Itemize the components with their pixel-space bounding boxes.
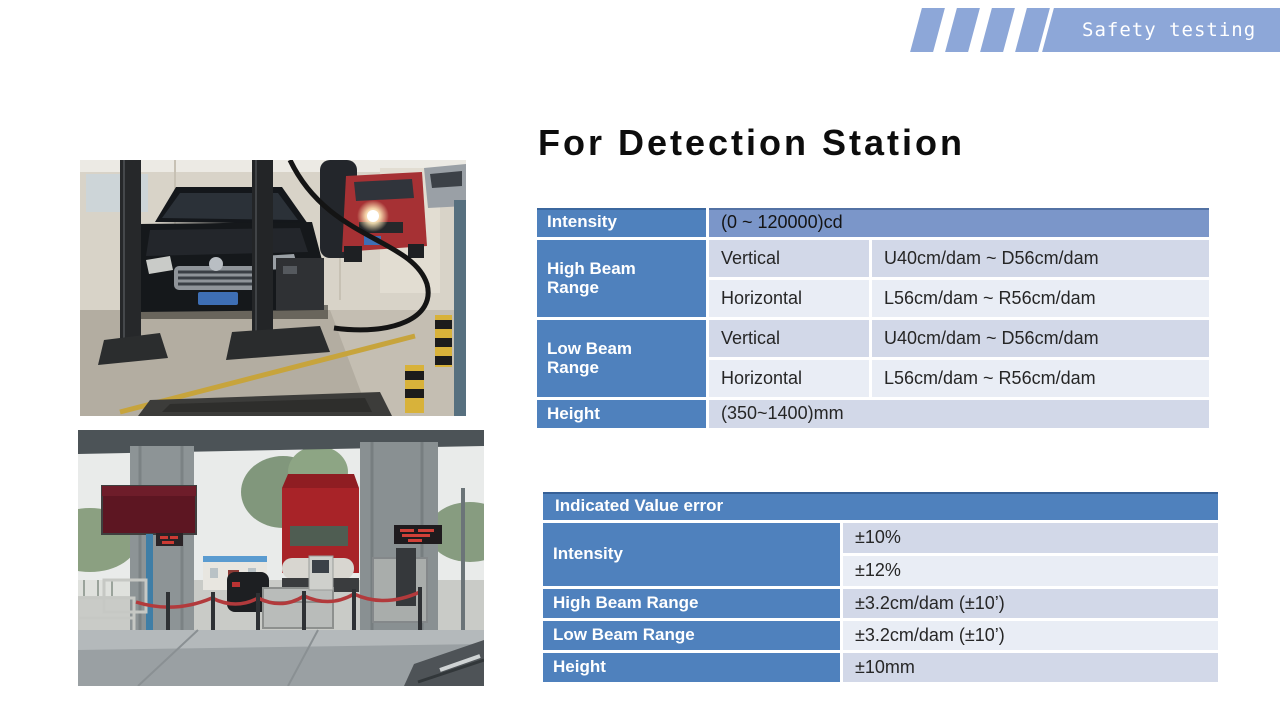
error-row-intensity-label: Intensity xyxy=(543,523,840,586)
red-car-shape xyxy=(342,172,427,262)
spec-row-height-label: Height xyxy=(537,400,706,428)
banner-stripe-icon xyxy=(945,8,980,52)
error-low-beam-value: ±3.2cm/dam (±10’) xyxy=(843,621,1218,650)
error-intensity-value-1: ±10% xyxy=(843,523,1218,553)
spec-row-intensity-label: Intensity xyxy=(537,208,706,237)
led-display-left-icon xyxy=(156,533,183,546)
spec-sub-vertical: Vertical xyxy=(709,320,869,357)
error-table xyxy=(543,492,1218,682)
spec-low-beam-horizontal-value: L56cm/dam ~ R56cm/dam xyxy=(872,360,1209,397)
error-row-height-label: Height xyxy=(543,653,840,682)
led-display-right-icon xyxy=(394,525,442,544)
banner-ribbon xyxy=(1042,8,1280,52)
spec-row-height-value: (350~1400)mm xyxy=(709,400,1209,428)
spec-low-beam-vertical-value: U40cm/dam ~ D56cm/dam xyxy=(872,320,1209,357)
page-title: For Detection Station xyxy=(538,122,966,163)
truck-inspection-photo xyxy=(78,430,484,686)
error-row-high-beam-label: High Beam Range xyxy=(543,589,840,618)
banner-stripe-icon xyxy=(980,8,1015,52)
error-row-low-beam-label: Low Beam Range xyxy=(543,621,840,650)
banner-label: Safety testing xyxy=(1082,19,1257,41)
spec-sub-horizontal: Horizontal xyxy=(709,280,869,317)
spec-high-beam-horizontal-value: L56cm/dam ~ R56cm/dam xyxy=(872,280,1209,317)
platform-floor-shape xyxy=(78,630,484,686)
spec-sub-vertical: Vertical xyxy=(709,240,869,277)
spec-row-intensity-value: (0 ~ 120000)cd xyxy=(709,208,1209,237)
spec-sub-horizontal: Horizontal xyxy=(709,360,869,397)
error-intensity-value-2: ±12% xyxy=(843,556,1218,586)
banner-stripe-icon xyxy=(910,8,945,52)
spec-high-beam-vertical-value: U40cm/dam ~ D56cm/dam xyxy=(872,240,1209,277)
spec-table xyxy=(537,208,1209,428)
error-height-value: ±10mm xyxy=(843,653,1218,682)
car-inspection-photo xyxy=(80,160,466,416)
spec-row-low-beam-label: Low Beam Range xyxy=(537,320,706,397)
error-high-beam-value: ±3.2cm/dam (±10’) xyxy=(843,589,1218,618)
spec-row-high-beam-label: High Beam Range xyxy=(537,240,706,317)
error-table-header: Indicated Value error xyxy=(543,492,1218,520)
